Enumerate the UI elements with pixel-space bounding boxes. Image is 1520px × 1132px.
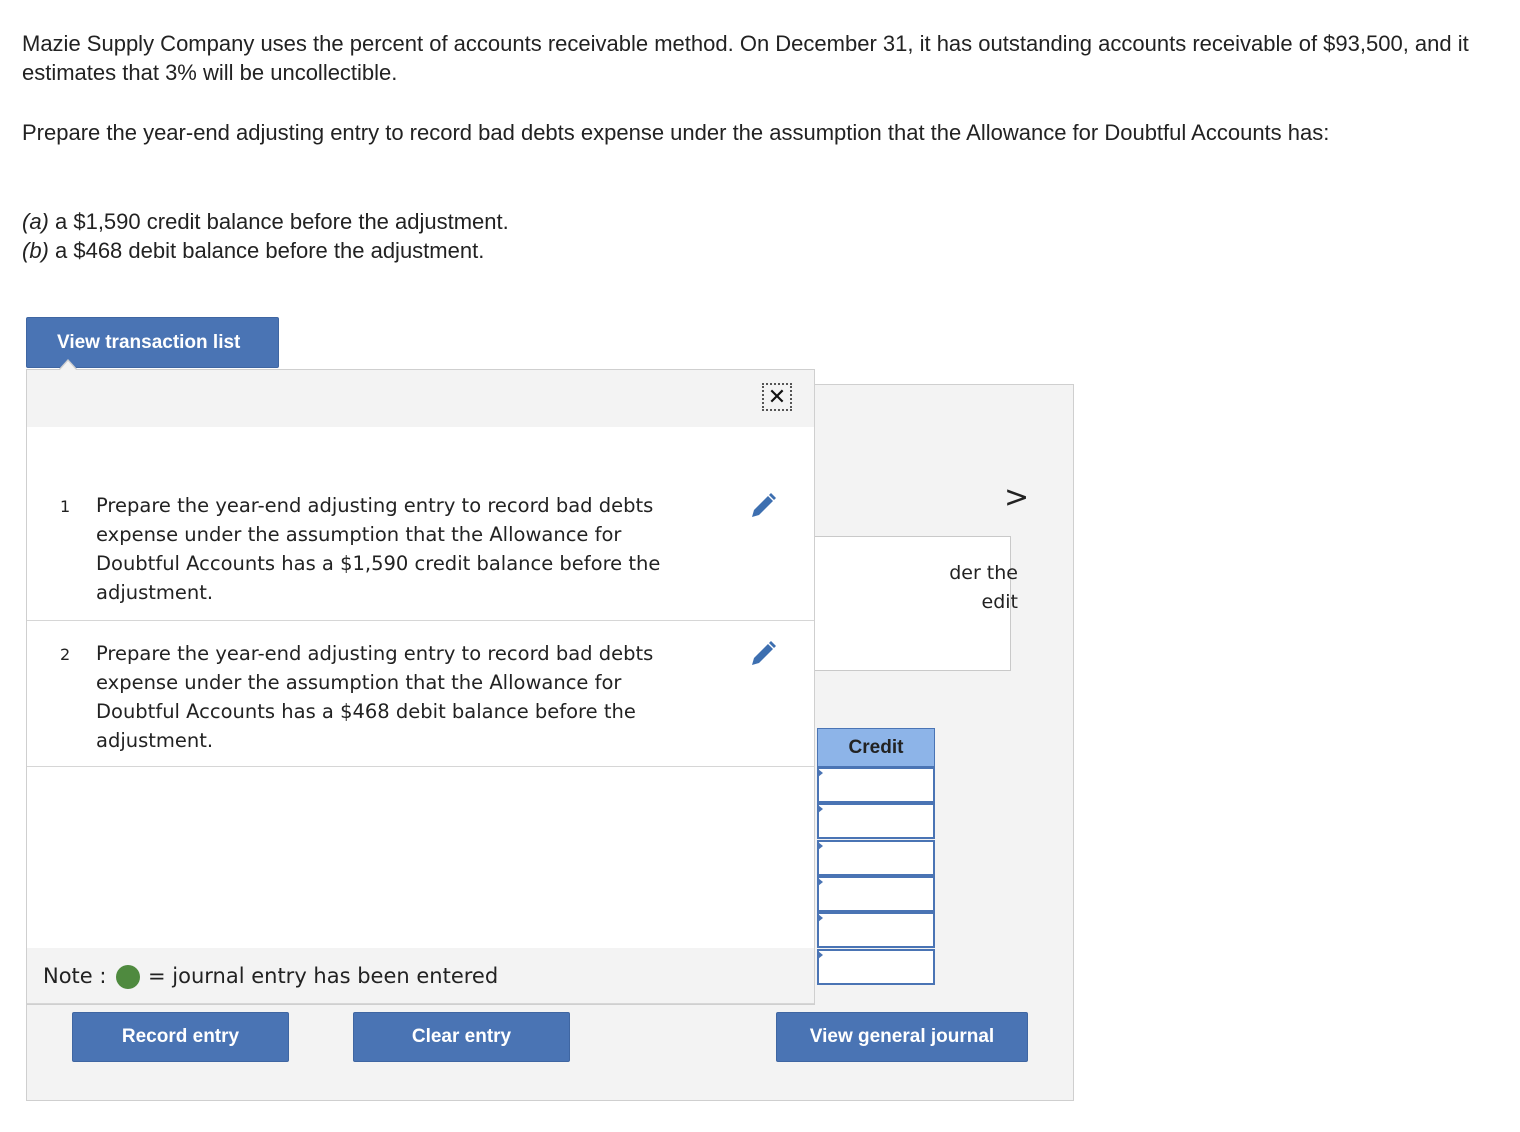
part-b <box>22 238 484 263</box>
record-entry-button[interactable]: Record entry <box>72 1012 289 1062</box>
part-b-label: (b) <box>22 238 49 263</box>
transaction-text: Prepare the year-end adjusting entry to record bad debts expense under the assumption that the Allowance for Doubtful Accounts has a $1,590 credit balance before the adjustment. <box>96 494 661 604</box>
popup-header <box>27 370 814 427</box>
credit-input[interactable] <box>817 876 935 912</box>
popup-pointer-inner <box>59 361 77 371</box>
transaction-item[interactable] <box>27 473 814 621</box>
view-transaction-list-button[interactable]: View transaction list <box>26 317 279 368</box>
credit-input[interactable] <box>817 767 935 803</box>
question-parts <box>22 207 1022 265</box>
transaction-number: 1 <box>60 497 71 516</box>
transaction-list-popup <box>26 369 815 1005</box>
credit-column-header: Credit <box>817 728 935 767</box>
part-a-text: a $1,590 credit balance before the adjustment. <box>48 209 509 234</box>
transaction-description-text: der the edit <box>949 562 1018 613</box>
part-a-label: (a) <box>22 209 49 234</box>
clear-entry-button[interactable]: Clear entry <box>353 1012 570 1062</box>
entered-status-dot-icon <box>116 965 140 989</box>
note-label: Note : <box>43 964 107 988</box>
transaction-item[interactable] <box>27 621 814 767</box>
chevron-right-icon[interactable]: > <box>1004 480 1030 515</box>
note-text: = journal entry has been entered <box>148 964 499 988</box>
credit-input[interactable] <box>817 912 935 948</box>
transaction-number: 2 <box>60 645 71 664</box>
question-intro: Mazie Supply Company uses the percent of accounts receivable method. On December 31, it has outstanding accounts receivable of $93,500, and it estimates that 3% will be uncollectible. <box>22 31 1469 85</box>
credit-input[interactable] <box>817 949 935 985</box>
popup-note-bar <box>27 948 814 1004</box>
transaction-description-box <box>785 536 1018 671</box>
question-instruction: Prepare the year-end adjusting entry to record bad debts expense under the assumption that the Allowance for Doubtful Accounts has: <box>22 120 1330 145</box>
view-general-journal-button[interactable]: View general journal <box>776 1012 1028 1062</box>
pencil-icon[interactable] <box>748 491 778 521</box>
part-b-text: a $468 debit balance before the adjustment. <box>48 238 485 263</box>
transaction-text: Prepare the year-end adjusting entry to record bad debts expense under the assumption that the Allowance for Doubtful Accounts has a $468 debit balance before the adjustment. <box>96 642 654 752</box>
close-icon[interactable]: ✕ <box>762 383 792 411</box>
credit-input[interactable] <box>817 840 935 876</box>
pencil-icon[interactable] <box>748 639 778 669</box>
credit-input[interactable] <box>817 803 935 839</box>
part-a <box>22 209 509 234</box>
